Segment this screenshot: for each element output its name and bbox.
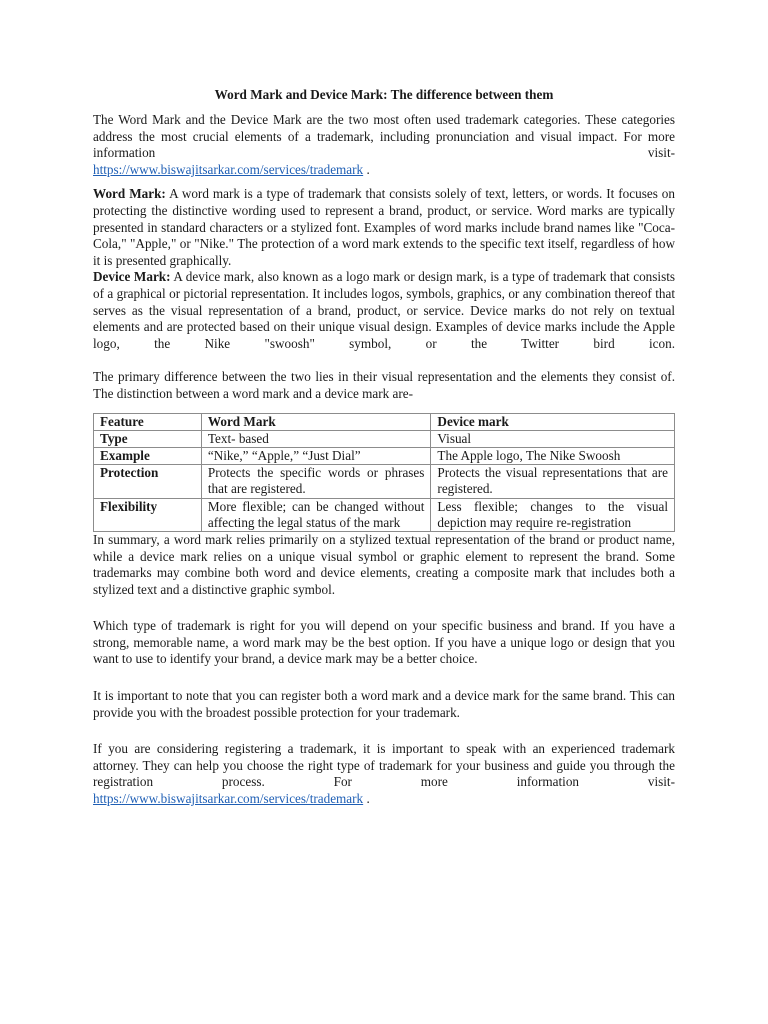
table-row	[94, 430, 675, 447]
intro-link-line	[93, 162, 675, 179]
word-mark-paragraph	[93, 186, 675, 269]
table-cell-device-mark: Less flexible; changes to the visual depiction may require re-registration	[431, 498, 675, 531]
intro-paragraph	[93, 112, 675, 162]
table-row	[94, 447, 675, 464]
table-cell-feature: Example	[94, 447, 202, 464]
table-cell-word-mark: Text- based	[201, 430, 431, 447]
register-both-paragraph: It is important to note that you can register both a word mark and a device mark for the same brand. This can provide you with the broadest possible protection for your trademark.	[93, 688, 675, 720]
document-body	[93, 86, 675, 808]
table-cell-word-mark: Protects the specific words or phrases that are registered.	[201, 465, 431, 498]
table-row	[94, 498, 675, 531]
table-cell-feature: Flexibility	[94, 498, 202, 531]
closing-paragraph	[93, 741, 675, 791]
header-device-mark: Device mark	[431, 413, 675, 430]
table-cell-device-mark: Visual	[431, 430, 675, 447]
device-mark-text: A device mark, also known as a logo mark or design mark, is a type of trademark that consists of a graphical or pictorial representation. It includes logos, symbols, graphics, or any combination thereof that serves as the visual representation of a brand, product, or service. Device marks do not rely on textual elements and are protected based on their unique visual design. Examples of device marks include the Apple logo, the Nike "swoosh" symbol, or the Twitter bird icon.	[93, 269, 676, 351]
word-mark-text: A word mark is a type of trademark that consists solely of text, letters, or words. It focuses on protecting the distinctive wording used to represent a brand, product, or service. Word marks are typically presented in standard characters or a stylized font. Examples of word marks include brand names like "Coca-Cola," "Apple," or "Nike." The protection of a word mark extends to the specific text itself, regardless of how it is presented graphically.	[93, 186, 675, 268]
intro-link-period: .	[366, 161, 370, 177]
difference-intro-paragraph: The primary difference between the two lies in their visual representation and the elements they consist of. The distinction between a word mark and a device mark are-	[93, 369, 675, 401]
document-title: Word Mark and Device Mark: The difference between them	[214, 87, 554, 102]
device-mark-paragraph	[93, 269, 675, 352]
header-feature: Feature	[94, 413, 202, 430]
closing-trademark-link[interactable]: https://www.biswajitsarkar.com/services/trademark	[93, 791, 364, 807]
table-cell-feature: Protection	[94, 465, 202, 498]
closing-text: If you are considering registering a trademark, it is important to speak with an experienced trademark attorney. They can help you choose the right type of trademark for your business and guide you through the registration process. For more information visit-	[93, 741, 675, 790]
comparison-table	[93, 413, 675, 532]
device-mark-term: Device Mark:	[93, 269, 171, 285]
intro-text: The Word Mark and the Device Mark are the two most often used trademark categories. These categories address the most crucial elements of a trademark, including pronunciation and visual impact. For more information visit-	[93, 112, 675, 161]
table-cell-word-mark: “Nike,” “Apple,” “Just Dial”	[201, 447, 431, 464]
summary-paragraph: In summary, a word mark relies primarily on a stylized textual representation of the brand or product name, while a device mark relies on a unique visual symbol or graphic element to represent the brand. Some trademarks may combine both word and device elements, creating a composite mark that includes both a stylized text and a distinctive graphic symbol.	[93, 531, 675, 597]
table-cell-device-mark: The Apple logo, The Nike Swoosh	[431, 447, 675, 464]
table-header-row	[94, 413, 675, 430]
table-cell-feature: Type	[94, 430, 202, 447]
closing-link-line	[93, 791, 675, 808]
closing-link-period: .	[366, 791, 370, 807]
which-type-paragraph: Which type of trademark is right for you will depend on your specific business and brand. If you have a strong, memorable name, a word mark may be the best option. If you have a unique logo or design that you want to use to identify your brand, a device mark may be a better choice.	[93, 618, 675, 667]
intro-trademark-link[interactable]: https://www.biswajitsarkar.com/services/trademark	[93, 161, 364, 177]
header-word-mark: Word Mark	[201, 413, 431, 430]
table-row	[94, 465, 675, 498]
table-cell-word-mark: More flexible; can be changed without affecting the legal status of the mark	[201, 498, 431, 531]
word-mark-term: Word Mark:	[93, 186, 166, 202]
table-cell-device-mark: Protects the visual representations that are registered.	[431, 465, 675, 498]
